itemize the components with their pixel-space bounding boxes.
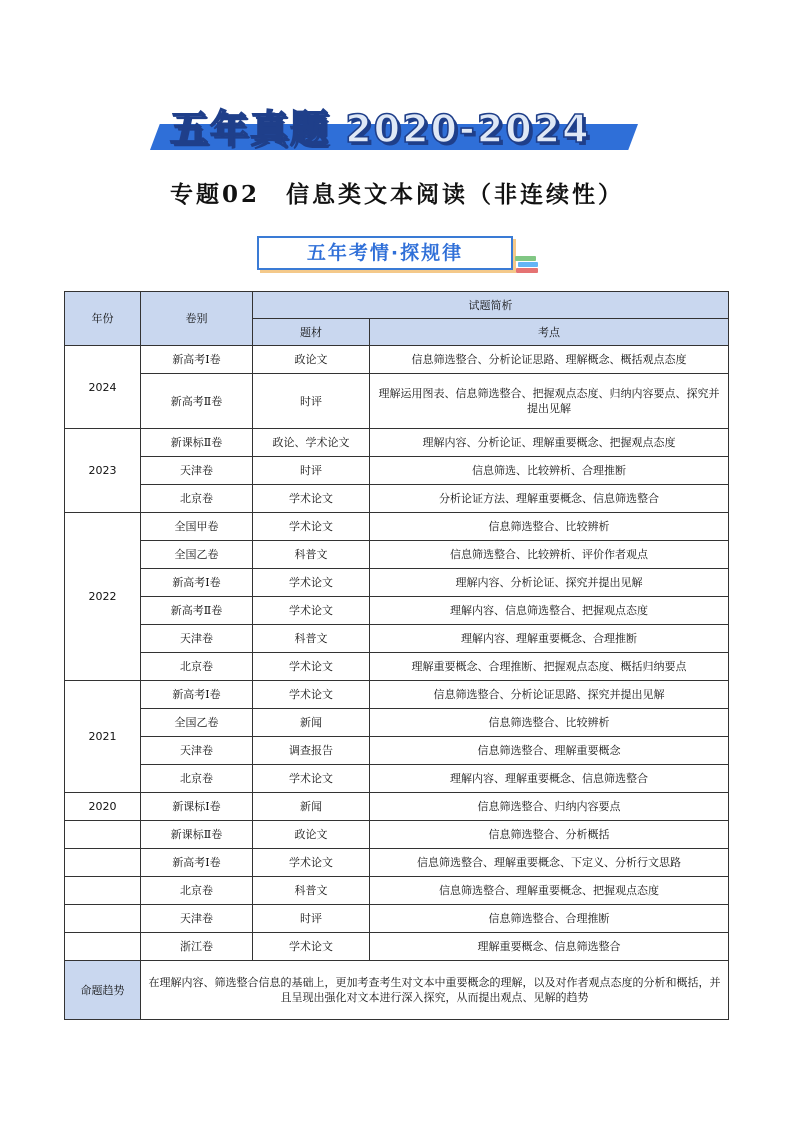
material-cell: 新闻 [253,793,370,821]
table-row [65,905,729,933]
table-row [65,933,729,961]
material-cell: 学术论文 [253,569,370,597]
table-row [65,457,729,485]
points-cell: 理解内容、分析论证、探究并提出见解 [370,569,729,597]
trend-row [65,961,729,1020]
year-cell: 2022 [65,513,141,681]
points-cell: 信息筛选整合、比较辨析 [370,709,729,737]
paper-cell: 新课标Ⅰ卷 [141,793,253,821]
material-cell: 政论文 [253,346,370,374]
points-cell: 信息筛选、比较辨析、合理推断 [370,457,729,485]
material-cell: 学术论文 [253,849,370,877]
page-title: 专题02 信息类文本阅读（非连续性） [169,181,624,208]
paper-cell: 北京卷 [141,485,253,513]
points-cell: 理解内容、信息筛选整合、把握观点态度 [370,597,729,625]
table-row [65,821,729,849]
table-row [65,793,729,821]
material-cell: 学术论文 [253,485,370,513]
points-cell: 信息筛选整合、比较辨析 [370,513,729,541]
paper-cell: 新高考Ⅰ卷 [141,849,253,877]
table-row [65,681,729,709]
year-cell [65,877,141,905]
points-cell: 理解内容、理解重要概念、信息筛选整合 [370,765,729,793]
material-cell: 时评 [253,374,370,429]
material-cell: 学术论文 [253,513,370,541]
table-row [65,877,729,905]
year-cell [65,821,141,849]
points-cell: 信息筛选整合、理解重要概念、下定义、分析行文思路 [370,849,729,877]
points-cell: 信息筛选整合、分析论证思路、理解概念、概括观点态度 [370,346,729,374]
paper-cell: 新高考Ⅱ卷 [141,374,253,429]
material-cell: 学术论文 [253,681,370,709]
paper-cell: 北京卷 [141,765,253,793]
table-row [65,765,729,793]
points-cell: 信息筛选整合、理解重要概念、把握观点态度 [370,877,729,905]
material-cell: 新闻 [253,709,370,737]
header-material: 题材 [253,319,370,346]
points-cell: 理解重要概念、信息筛选整合 [370,933,729,961]
year-cell: 2023 [65,429,141,513]
material-cell: 科普文 [253,625,370,653]
year-cell: 2020 [65,793,141,821]
table-row [65,737,729,765]
paper-cell: 新高考Ⅰ卷 [141,569,253,597]
material-cell: 时评 [253,457,370,485]
paper-cell: 新课标Ⅱ卷 [141,429,253,457]
table-row [65,569,729,597]
points-cell: 信息筛选整合、分析论证思路、探究并提出见解 [370,681,729,709]
year-cell [65,849,141,877]
material-cell: 政论、学术论文 [253,429,370,457]
banner-title: 五年真题 2020-2024 [170,107,591,151]
banner [150,98,640,154]
table-row [65,541,729,569]
points-cell: 理解内容、分析论证、理解重要概念、把握观点态度 [370,429,729,457]
table-row [65,513,729,541]
material-cell: 学术论文 [253,653,370,681]
points-cell: 理解内容、理解重要概念、合理推断 [370,625,729,653]
material-cell: 学术论文 [253,765,370,793]
header-year: 年份 [65,292,141,346]
year-cell [65,933,141,961]
paper-cell: 浙江卷 [141,933,253,961]
paper-cell: 全国甲卷 [141,513,253,541]
table-row [65,485,729,513]
points-cell: 信息筛选整合、归纳内容要点 [370,793,729,821]
table-row [65,429,729,457]
table-row [65,374,729,429]
paper-cell: 天津卷 [141,905,253,933]
paper-cell: 北京卷 [141,653,253,681]
year-cell [65,905,141,933]
paper-cell: 新高考Ⅰ卷 [141,346,253,374]
paper-cell: 新课标Ⅱ卷 [141,821,253,849]
year-cell: 2024 [65,346,141,429]
points-cell: 信息筛选整合、理解重要概念 [370,737,729,765]
material-cell: 时评 [253,905,370,933]
material-cell: 政论文 [253,821,370,849]
books-icon [514,254,540,276]
table-row [65,849,729,877]
points-cell: 信息筛选整合、合理推断 [370,905,729,933]
exam-analysis-table [64,291,729,1020]
points-cell: 信息筛选整合、比较辨析、评价作者观点 [370,541,729,569]
paper-cell: 北京卷 [141,877,253,905]
material-cell: 调查报告 [253,737,370,765]
material-cell: 学术论文 [253,933,370,961]
material-cell: 科普文 [253,541,370,569]
points-cell: 分析论证方法、理解重要概念、信息筛选整合 [370,485,729,513]
points-cell: 信息筛选整合、分析概括 [370,821,729,849]
material-cell: 学术论文 [253,597,370,625]
table-row [65,625,729,653]
header-paper: 卷别 [141,292,253,346]
points-cell: 理解重要概念、合理推断、把握观点态度、概括归纳要点 [370,653,729,681]
table-row [65,653,729,681]
paper-cell: 天津卷 [141,625,253,653]
table-row [65,597,729,625]
trend-text: 在理解内容、筛选整合信息的基础上，更加考查考生对文本中重要概念的理解，以及对作者观点态度的分析和概括，并且呈现出强化对文本进行深入探究，从而提出观点、见解的趋势 [141,961,729,1020]
header-points: 考点 [370,319,729,346]
material-cell: 科普文 [253,877,370,905]
year-cell: 2021 [65,681,141,793]
table-row [65,346,729,374]
paper-cell: 新高考Ⅰ卷 [141,681,253,709]
header-analysis: 试题简析 [253,292,729,319]
paper-cell: 全国乙卷 [141,709,253,737]
paper-cell: 天津卷 [141,737,253,765]
paper-cell: 新高考Ⅱ卷 [141,597,253,625]
trend-label: 命题趋势 [65,961,141,1020]
table-row [65,709,729,737]
section-tag: 五年考情·探规律 [257,236,513,270]
points-cell: 理解运用图表、信息筛选整合、把握观点态度、归纳内容要点、探究并提出见解 [370,374,729,429]
paper-cell: 天津卷 [141,457,253,485]
paper-cell: 全国乙卷 [141,541,253,569]
